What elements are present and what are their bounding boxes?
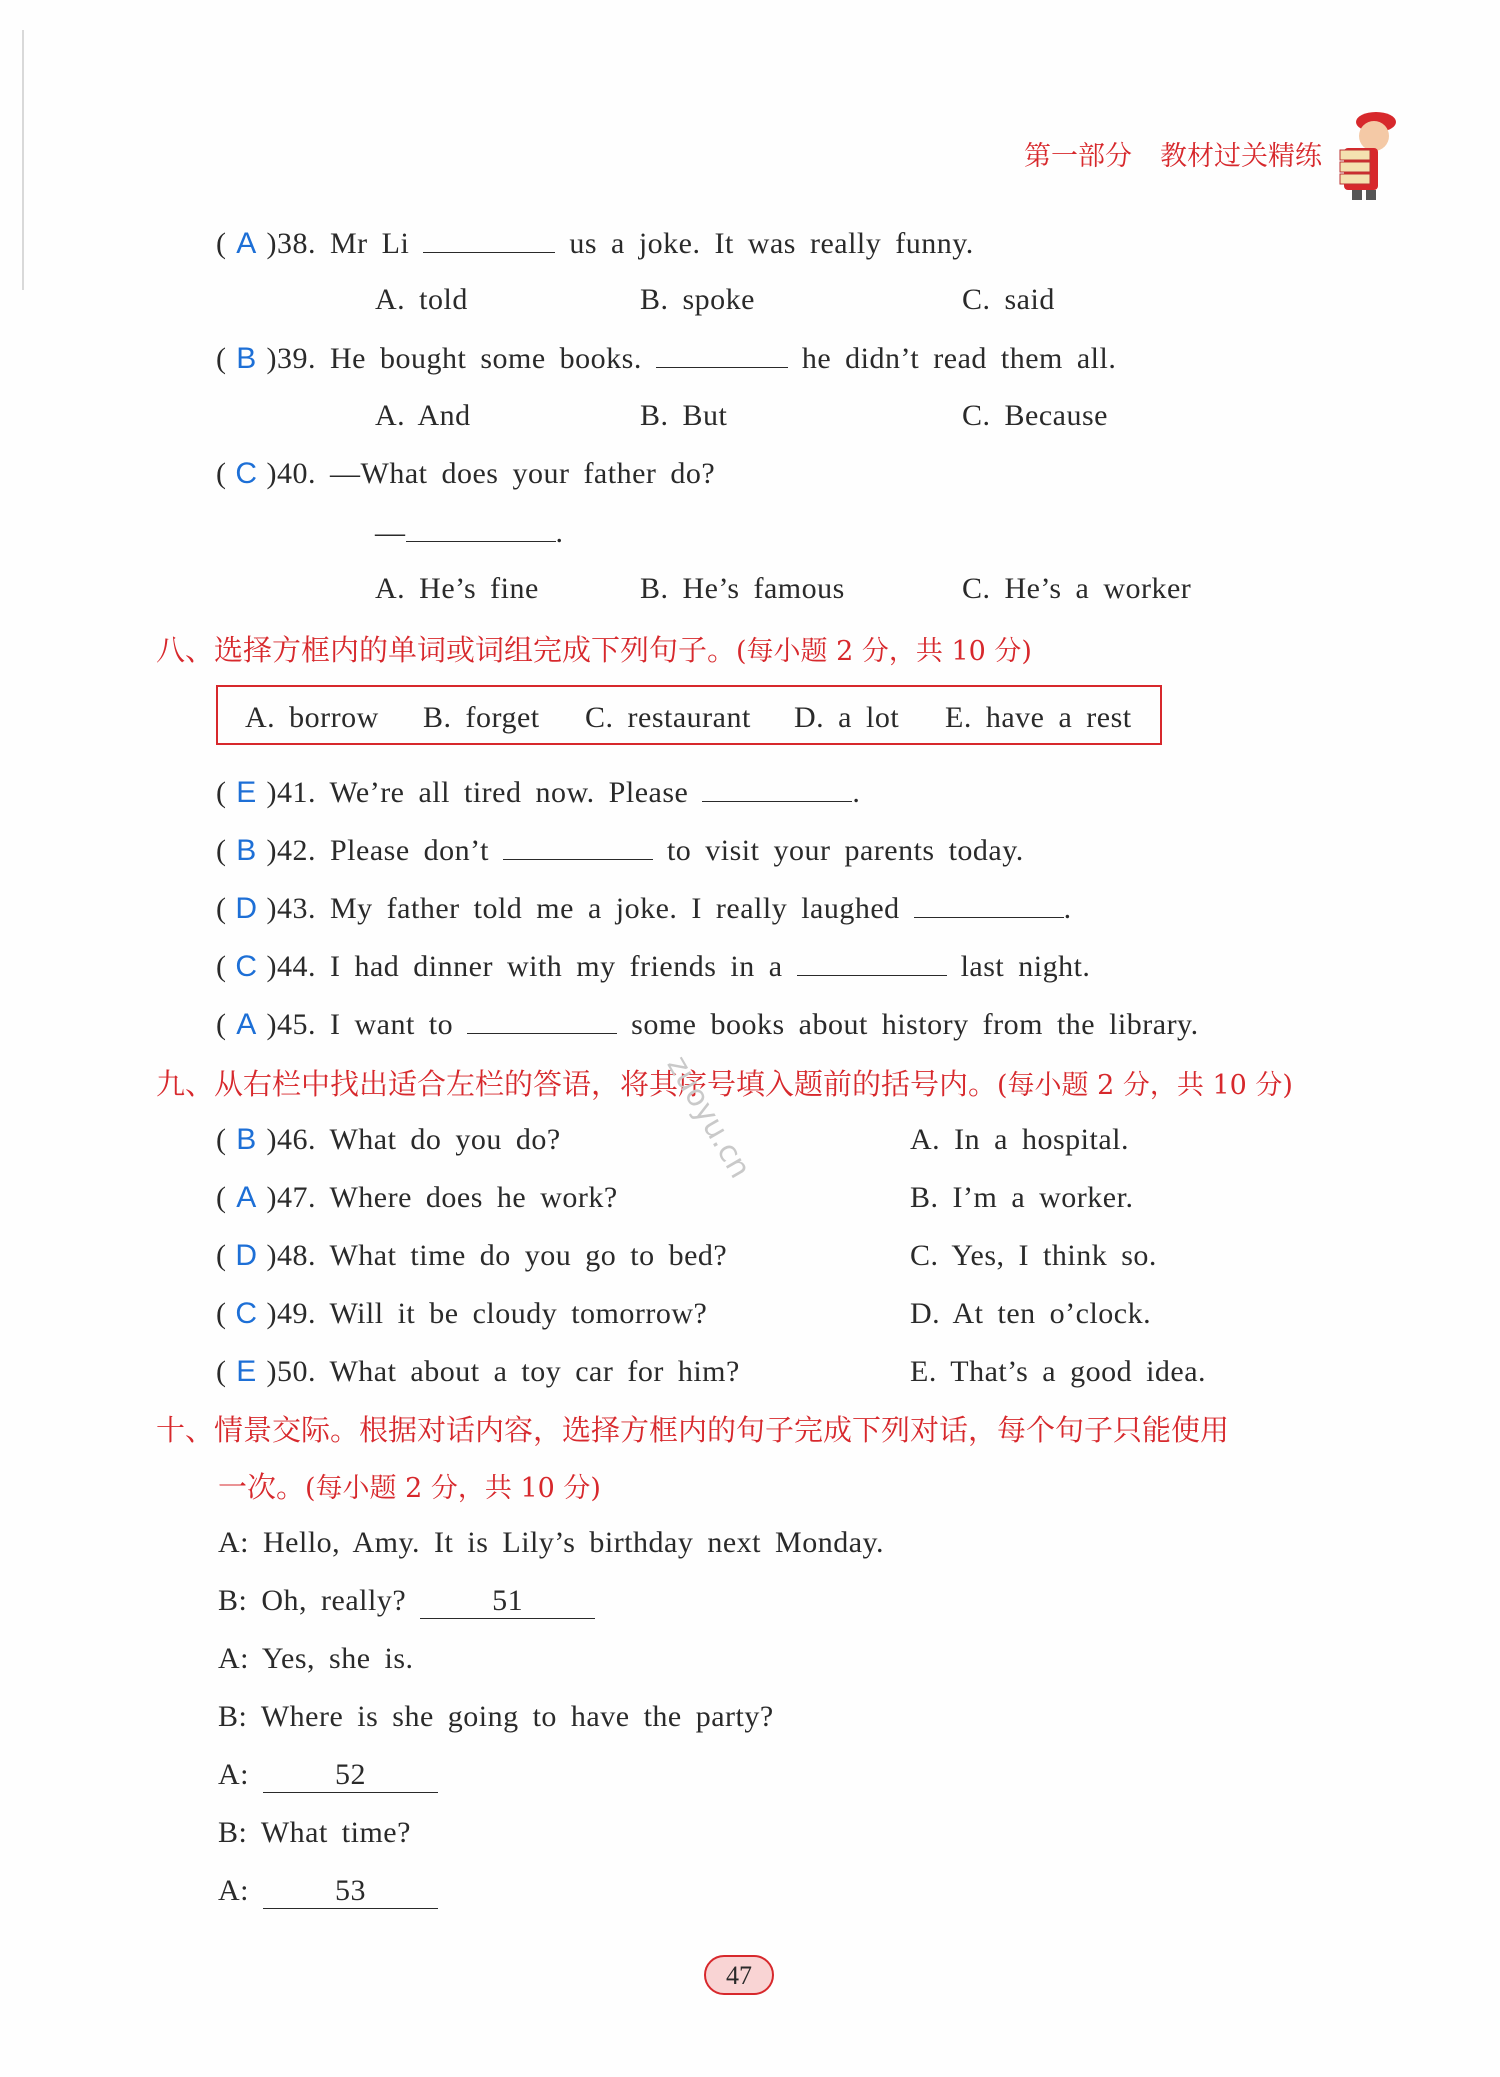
option-40b: B. He’s famous: [640, 572, 845, 605]
section9-heading: 九、从右栏中找出适合左栏的答语，将其序号填入题前的括号内。(每小题 2 分，共 10 分): [156, 1067, 1293, 1101]
answer-49: C: [235, 1297, 258, 1330]
question-44: ( C )44. I had dinner with my friends in a last night.: [216, 950, 1091, 983]
question-40-line2: — .: [375, 516, 564, 549]
margin-rule: [22, 30, 24, 290]
dialogue-line-5: A: 52: [218, 1758, 438, 1793]
answer-46: B: [236, 1123, 257, 1156]
blank-51: 51: [420, 1584, 595, 1619]
dialogue-line-3: A: Yes, she is.: [218, 1642, 414, 1675]
question-43: ( D )43. My father told me a joke. I really laughed .: [216, 892, 1072, 925]
answer-42: B: [236, 834, 257, 867]
dialogue-line-7: A: 53: [218, 1874, 438, 1909]
answer-45: A: [236, 1008, 257, 1041]
option-40c: C. He’s a worker: [962, 572, 1192, 605]
question-38: ( A )38. Mr Li us a joke. It was really funny.: [216, 227, 974, 260]
dialogue-line-6: B: What time?: [218, 1816, 411, 1849]
word-box-d: D. a lot: [794, 701, 900, 734]
blank: [702, 775, 852, 802]
answer-39: B: [236, 342, 257, 375]
blank-53: 53: [263, 1874, 438, 1909]
option-38b: B. spoke: [640, 283, 755, 316]
question-49: ( C )49. Will it be cloudy tomorrow?: [216, 1297, 708, 1330]
answer-43: D: [235, 892, 258, 925]
question-46: ( B )46. What do you do?: [216, 1123, 561, 1156]
section10-heading-line2: 一次。(每小题 2 分，共 10 分): [218, 1470, 601, 1504]
section10-heading-line1: 十、情景交际。根据对话内容，选择方框内的句子完成下列对话，每个句子只能使用: [156, 1413, 1230, 1447]
dialogue-line-4: B: Where is she going to have the party?: [218, 1700, 774, 1733]
option-39a: A. And: [375, 399, 471, 432]
question-47: ( A )47. Where does he work?: [216, 1181, 618, 1214]
blank: [797, 949, 947, 976]
answer-40: C: [235, 457, 258, 490]
word-box-e: E. have a rest: [945, 701, 1132, 734]
answer-47: A: [236, 1181, 257, 1214]
blank: [914, 891, 1064, 918]
option-40a: A. He’s fine: [375, 572, 539, 605]
mascot-icon: [1338, 98, 1404, 202]
word-box-c: C. restaurant: [585, 701, 751, 734]
header-title: 教材过关精练: [1160, 141, 1322, 172]
answer-48: D: [235, 1239, 258, 1272]
blank: [467, 1007, 617, 1034]
question-40: ( C )40. —What does your father do?: [216, 457, 716, 490]
blank: [656, 341, 788, 368]
match-c: C. Yes, I think so.: [910, 1239, 1157, 1272]
section8-heading: 八、选择方框内的单词或词组完成下列句子。(每小题 2 分，共 10 分): [156, 633, 1032, 667]
blank-52: 52: [263, 1758, 438, 1793]
word-box-a: A. borrow: [245, 701, 379, 734]
dialogue-line-1: A: Hello, Amy. It is Lily’s birthday next Monday.: [218, 1526, 885, 1559]
blank: [423, 226, 555, 253]
match-a: A. In a hospital.: [910, 1123, 1129, 1156]
word-box-b: B. forget: [423, 701, 540, 734]
question-50: ( E )50. What about a toy car for him?: [216, 1355, 740, 1388]
blank: [503, 833, 653, 860]
answer-38: A: [236, 227, 257, 260]
question-45: ( A )45. I want to some books about history from the library.: [216, 1008, 1199, 1041]
answer-44: C: [235, 950, 258, 983]
match-e: E. That’s a good idea.: [910, 1355, 1207, 1388]
option-39c: C. Because: [962, 399, 1108, 432]
blank: [406, 515, 556, 542]
question-48: ( D )48. What time do you go to bed?: [216, 1239, 728, 1272]
option-38a: A. told: [375, 283, 468, 316]
page-number: 47: [704, 1955, 774, 1995]
question-41: ( E )41. We’re all tired now. Please .: [216, 776, 861, 809]
watermark: zuoyu.cn: [659, 1050, 758, 1185]
question-42: ( B )42. Please don’t to visit your parents today.: [216, 834, 1024, 867]
option-39b: B. But: [640, 399, 728, 432]
dialogue-line-2: B: Oh, really? 51: [218, 1584, 595, 1619]
answer-41: E: [236, 776, 257, 809]
question-39: ( B )39. He bought some books. he didn’t read them all.: [216, 342, 1117, 375]
match-b: B. I’m a worker.: [910, 1181, 1134, 1214]
option-38c: C. said: [962, 283, 1055, 316]
answer-50: E: [236, 1355, 257, 1388]
header-part: 第一部分: [1024, 141, 1132, 172]
match-d: D. At ten o’clock.: [910, 1297, 1152, 1330]
